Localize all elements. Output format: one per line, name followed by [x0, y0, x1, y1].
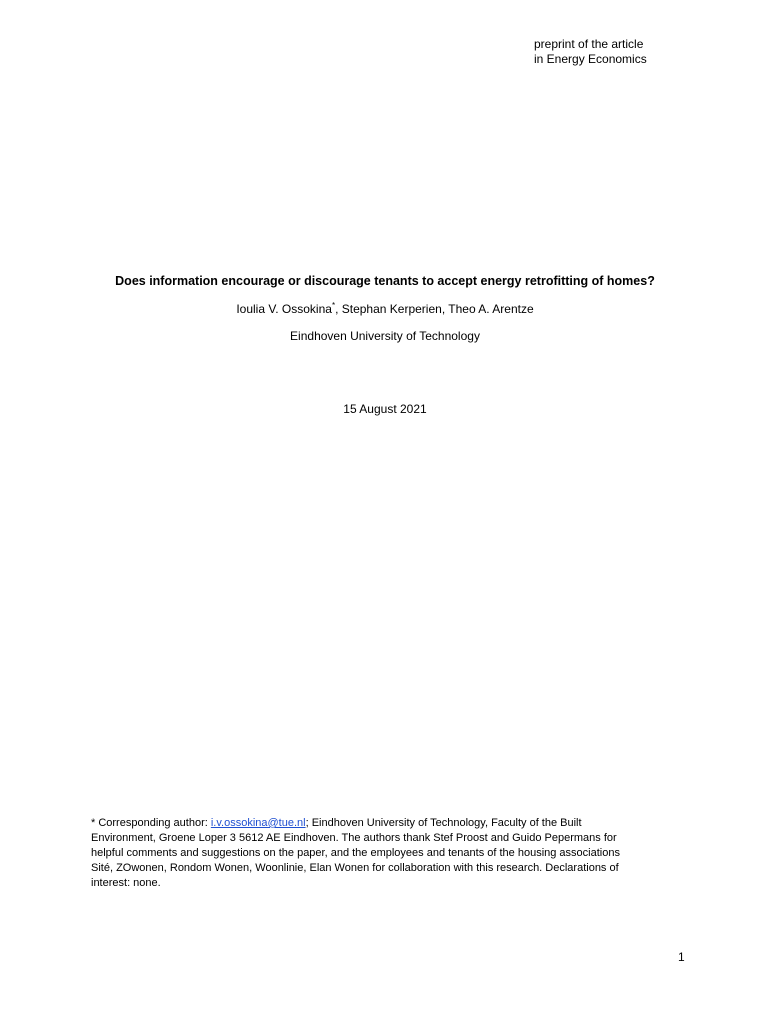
email-link[interactable]: i.v.ossokina@tue.nl: [210, 817, 306, 829]
first-author: Ioulia V. Ossokina: [236, 302, 332, 316]
publication-date: 15 August 2021: [343, 402, 427, 416]
footnote-prefix: * Corresponding author:: [91, 817, 211, 829]
footnote-line-2: Environment, Groene Loper 3 5612 AE Eindhoven. The authors thank Stef Proost and Guido Pepermans for: [91, 832, 617, 844]
footnote-line-1-rest: ; Eindhoven University of Technology, Faculty of the Built: [305, 817, 582, 829]
footnote-line-1: [91, 816, 676, 831]
preprint-line-2: in Energy Economics: [534, 52, 647, 66]
footnote-line-3: helpful comments and suggestions on the paper, and the employees and tenants of the housing associations: [91, 847, 620, 859]
other-authors: , Stephan Kerperien, Theo A. Arentze: [335, 302, 534, 316]
preprint-note: [534, 37, 647, 67]
page-number: 1: [678, 950, 685, 964]
footnote-line-5: interest: none.: [91, 877, 161, 889]
author-list: [0, 302, 770, 316]
affiliation: Eindhoven University of Technology: [290, 329, 480, 343]
footnote-line-4: Sité, ZOwonen, Rondom Wonen, Woonlinie, Elan Wonen for collaboration with this research. Declarations of: [91, 862, 619, 874]
corresponding-author-marker: *: [331, 301, 336, 310]
corresponding-author-footnote: [91, 816, 676, 891]
paper-title: Does information encourage or discourage tenants to accept energy retrofitting of homes?: [115, 274, 655, 288]
preprint-line-1: preprint of the article: [534, 37, 644, 51]
